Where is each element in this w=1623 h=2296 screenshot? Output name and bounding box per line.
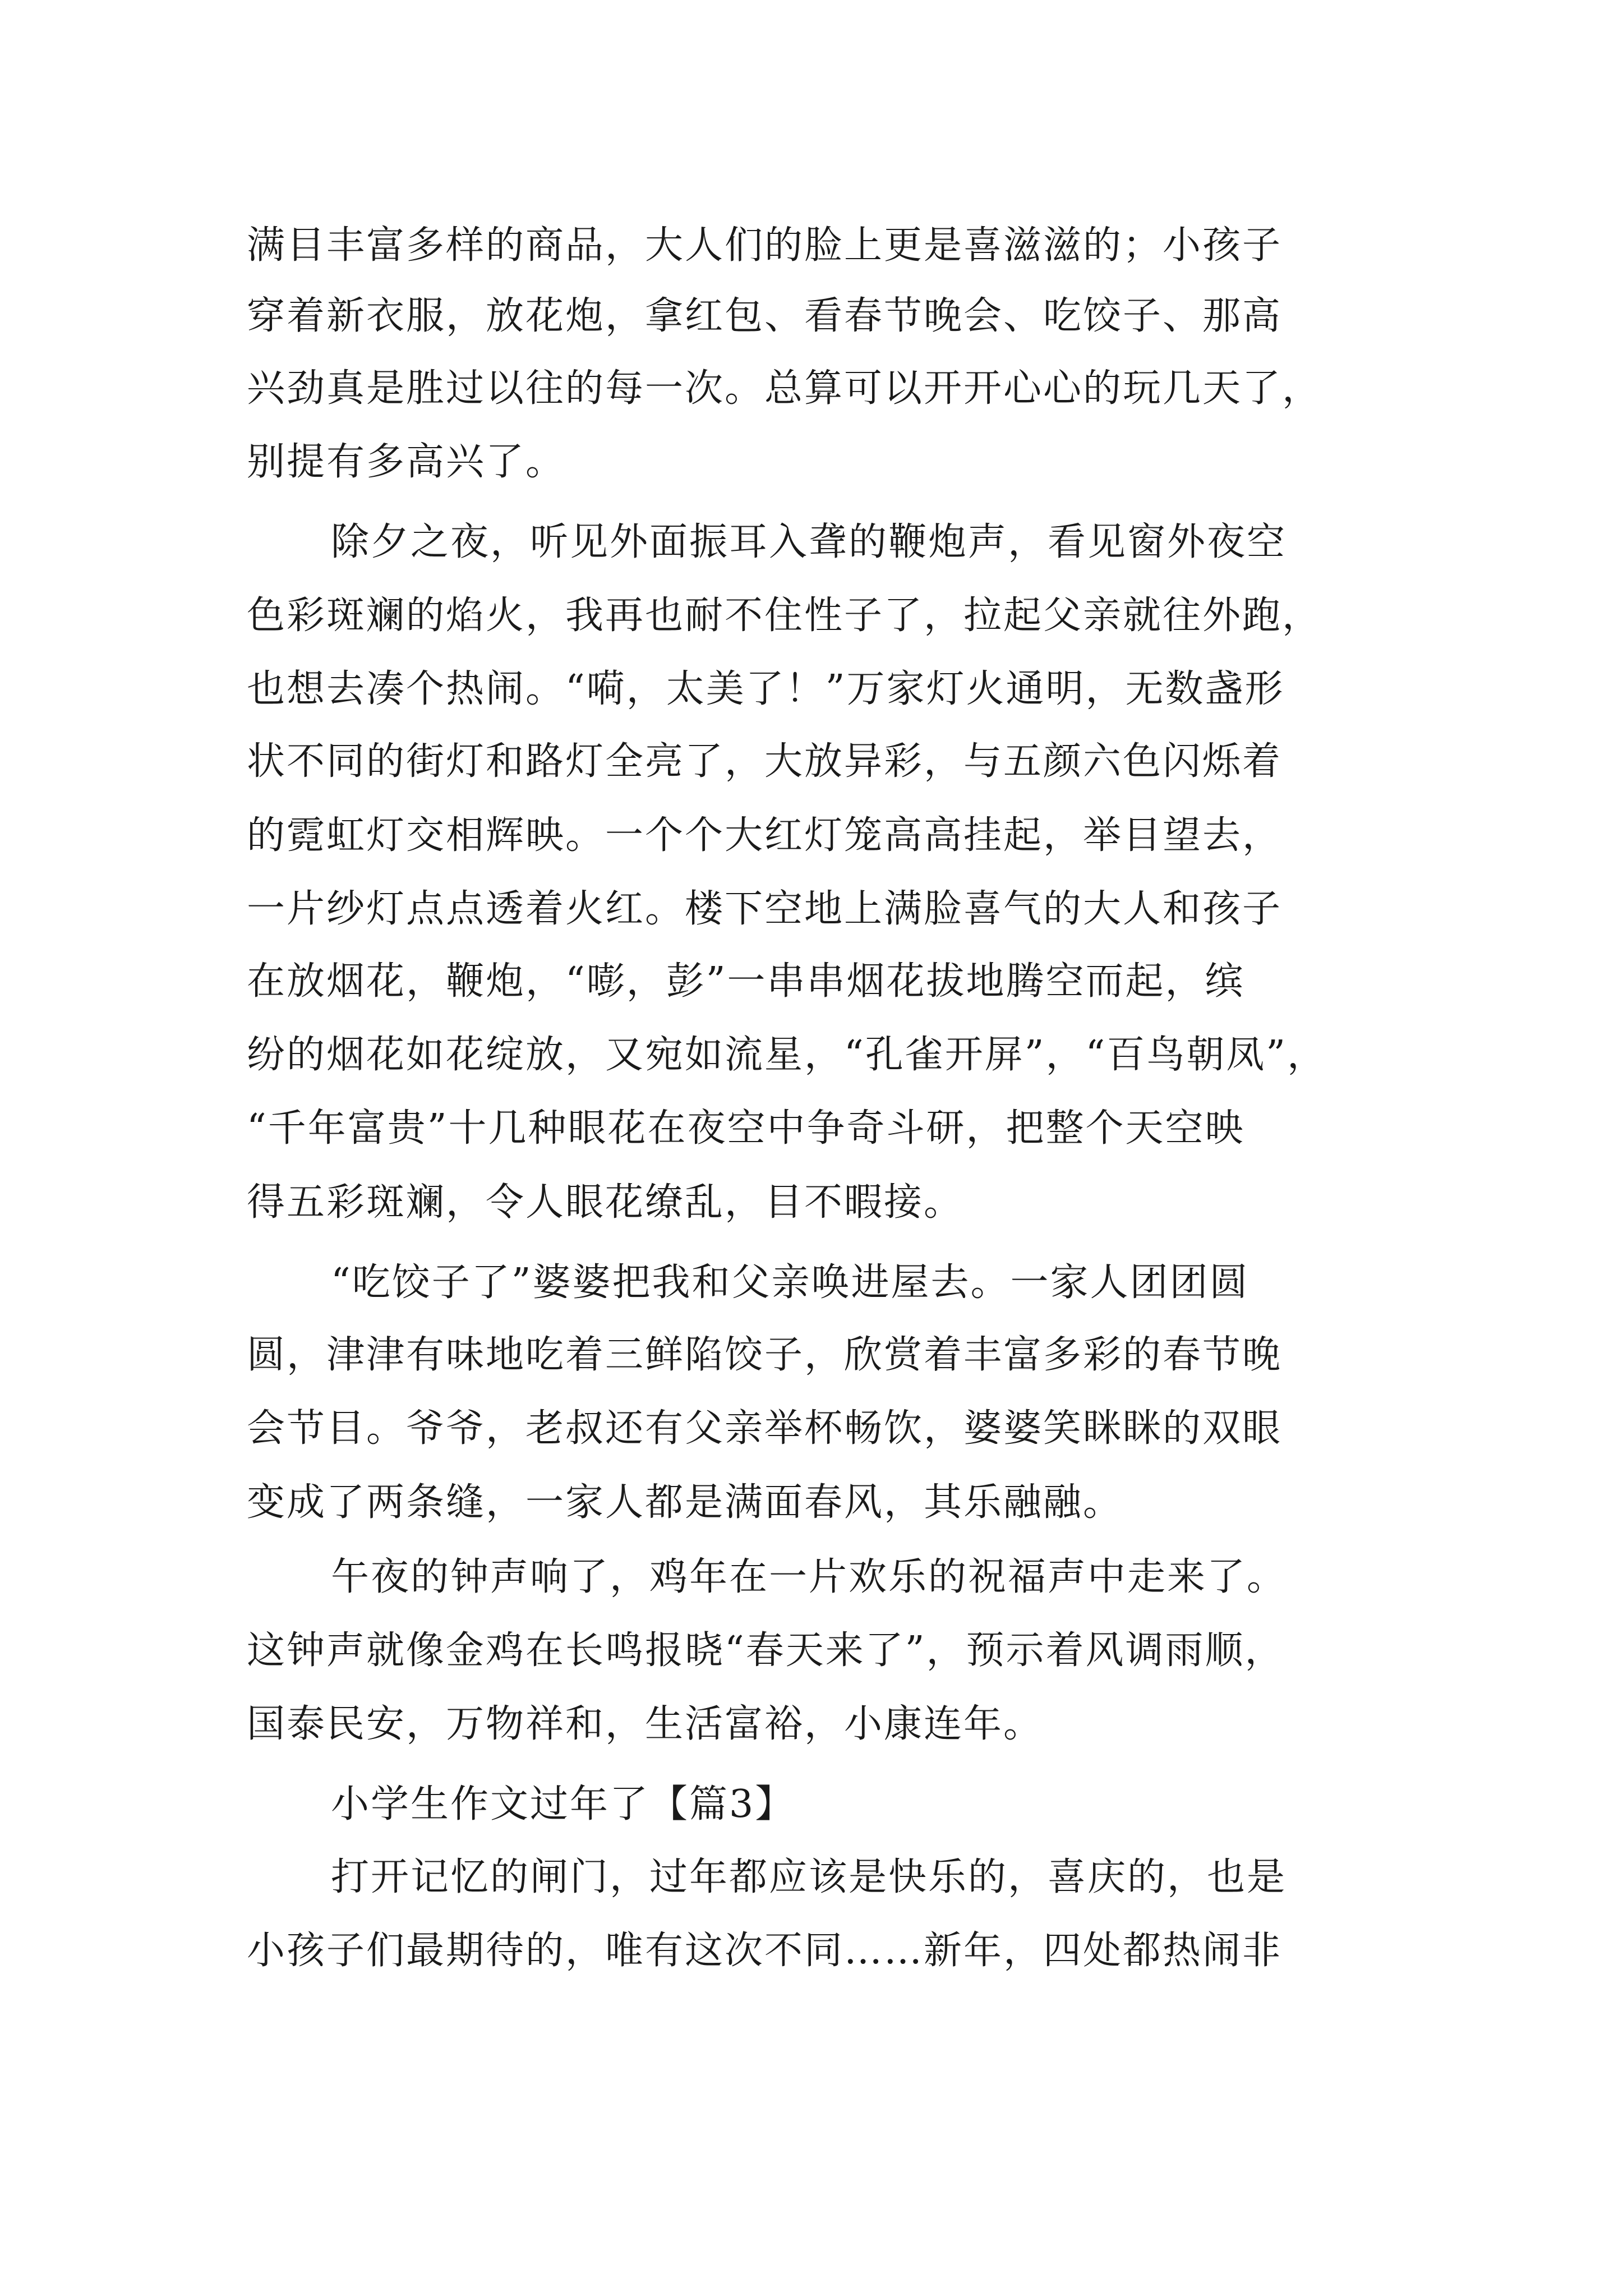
text-line: 国泰民安，万物祥和，生活富裕，小康连年。 bbox=[247, 1702, 1044, 1746]
text-line: 圆，津津有味地吃着三鲜陷饺子，欣赏着丰富多彩的春节晚 bbox=[247, 1333, 1283, 1377]
text-line: 兴劲真是胜过以往的每一次。总算可以开开心心的玩几天了， bbox=[247, 366, 1322, 411]
text-line: 色彩斑斓的焰火，我再也耐不住性子了，拉起父亲就往外跑， bbox=[247, 593, 1322, 638]
text-line: 状不同的街灯和路灯全亮了，大放异彩，与五颜六色闪烁着 bbox=[247, 739, 1283, 784]
text-line: 的霓虹灯交相辉映。一个个大红灯笼高高挂起，举目望去， bbox=[247, 813, 1283, 858]
paragraph-first-line: 午夜的钟声响了，鸡年在一片欢乐的祝福声中走来了。 bbox=[331, 1555, 1287, 1599]
text-line: 小孩子们最期待的，唯有这次不同……新年，四处都热闹非 bbox=[247, 1929, 1283, 1973]
text-line: 一片纱灯点点透着火红。楼下空地上满脸喜气的大人和孩子 bbox=[247, 887, 1283, 931]
text-line: 变成了两条缝，一家人都是满面春风，其乐融融。 bbox=[247, 1480, 1123, 1525]
text-line: 别提有多高兴了。 bbox=[247, 440, 566, 484]
text-line: 这钟声就像金鸡在长鸣报晓“春天来了”，预示着风调雨顺， bbox=[247, 1628, 1285, 1673]
text-line: “千年富贵”十几种眼花在夜空中争奇斗研，把整个天空映 bbox=[247, 1106, 1245, 1151]
text-line: 穿着新衣服，放花炮，拿红包、看春节晚会、吃饺子、那高 bbox=[247, 294, 1283, 338]
paragraph-first-line: 打开记忆的闸门，过年都应该是快乐的，喜庆的，也是 bbox=[331, 1855, 1287, 1899]
paragraph-first-line: “吃饺子了”婆婆把我和父亲唤进屋去。一家人团团圆 bbox=[331, 1260, 1249, 1305]
text-line: 也想去凑个热闹。“嗬，太美了！”万家灯火通明，无数盏形 bbox=[247, 667, 1285, 711]
text-line: 满目丰富多样的商品，大人们的脸上更是喜滋滋的；小孩子 bbox=[247, 223, 1283, 268]
text-line: 会节目。爷爷，老叔还有父亲举杯畅饮，婆婆笑眯眯的双眼 bbox=[247, 1406, 1283, 1451]
text-line: 纷的烟花如花绽放，又宛如流星，“孔雀开屏”，“百鸟朝凤”， bbox=[247, 1033, 1327, 1077]
paragraph-first-line: 除夕之夜，听见外面振耳入聋的鞭炮声，看见窗外夜空 bbox=[331, 520, 1287, 564]
section-heading: 小学生作文过年了【篇3】 bbox=[331, 1782, 795, 1826]
text-line: 得五彩斑斓，令人眼花缭乱，目不暇接。 bbox=[247, 1180, 964, 1225]
text-line: 在放烟花，鞭炮，“嘭，彭”一串串烟花拔地腾空而起，缤 bbox=[247, 959, 1245, 1004]
